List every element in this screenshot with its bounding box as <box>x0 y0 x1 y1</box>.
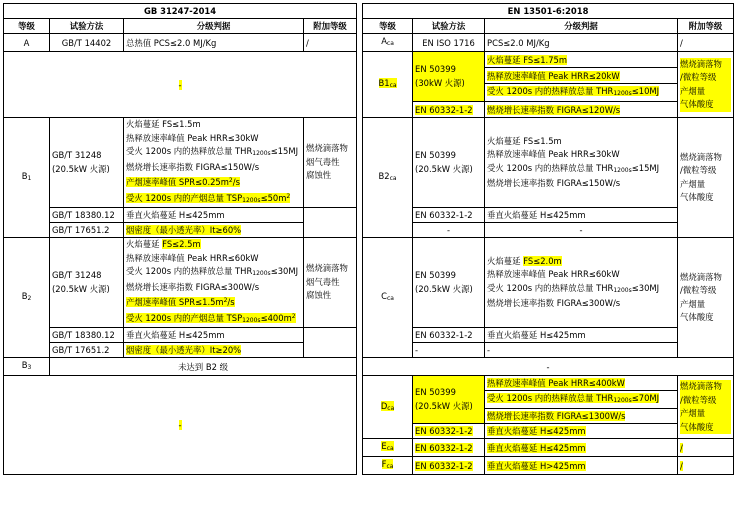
grade-b2ca: B2ca <box>363 118 413 238</box>
col-header-method-en: 试验方法 <box>413 19 485 34</box>
method-a: GB/T 14402 <box>50 34 124 52</box>
col-header-grade: 等级 <box>4 19 50 34</box>
additional-a: / <box>304 34 357 52</box>
dca-method-2: EN 60332-1-2 <box>413 424 485 439</box>
additional-eca: / <box>678 439 734 457</box>
method-fca: EN 60332-1-2 <box>413 457 485 475</box>
b2-criteria-2: 垂直火焰蔓延 H≤425mm <box>124 328 304 343</box>
criteria-b1: 火焰蔓延 FS≤1.5m 热释放速率峰值 Peak HRR≤30kW 受火 1200s 内的热释放总量 THR1200s≤15MJ 燃烧增长速率指数 FIGRA≤150W/s 产烟速率峰值 $SPR\le 0.25m^2/s$ 受火 1200s 内的产烟总量 $TSP1200s\le 50m^2$ <box>124 118 304 208</box>
grade-a: A <box>4 34 50 52</box>
empty-dash-2: - <box>4 376 357 475</box>
dca-criteria-1: 热释放速率峰值 Peak HRR≤400kW <box>485 376 678 391</box>
b2ca-method-3: - <box>413 223 485 238</box>
b2ca-criteria-3: - <box>485 223 678 238</box>
additional-b2: 燃烧滴落物 烟气毒性 腐蚀性 <box>304 238 357 328</box>
additional-b1: 燃烧滴落物 烟气毒性 腐蚀性 <box>304 118 357 208</box>
b1ca-method-2: EN 60332-1-2 <box>413 102 485 118</box>
method-b2ca: EN 50399 (20.5kW 火源) <box>413 118 485 208</box>
grade-aca: Aca <box>363 34 413 52</box>
criteria-b2ca: 火焰蔓延 FS≤1.5m 热释放速率峰值 Peak HRR≤30kW 受火 1200s 内的热释放总量 THR1200s≤15MJ 燃烧增长速率指数 FIGRA≤150W/s <box>485 118 678 208</box>
b1-method-2: GB/T 18380.12 <box>50 208 124 223</box>
grade-eca: Eca <box>363 439 413 457</box>
dca-criteria-4: 垂直火焰蔓延 H≤425mm <box>485 424 678 439</box>
method-eca: EN 60332-1-2 <box>413 439 485 457</box>
b2-method-3: GB/T 17651.2 <box>50 343 124 358</box>
additional-aca: / <box>678 34 734 52</box>
criteria-b2: 火焰蔓延 FS≤2.5m 热释放速率峰值 Peak HRR≤60kW 受火 1200s 内的热释放总量 THR1200s≤30MJ 燃烧增长速率指数 FIGRA≤300W/s 产烟速率峰值 $SPR\le 1.5m^2/s$ 受火 1200s 内的产烟总量 $TSP1200s\le 400m^2$ <box>124 238 304 328</box>
b1ca-criteria-1: 火焰蔓延 FS≤1.75m <box>485 52 678 68</box>
b1-additional-2 <box>304 208 357 238</box>
b1ca-criteria-3: 受火 1200s 内的热释放总量 THR1200s≤10MJ <box>485 84 678 102</box>
method-aca: EN ISO 1716 <box>413 34 485 52</box>
dca-criteria-2: 受火 1200s 内的热释放总量 THR1200s≤70MJ <box>485 391 678 409</box>
col-header-additional: 附加等级 <box>304 19 357 34</box>
method-dca: EN 50399 (20.5kW 火源) <box>413 376 485 424</box>
cca-method-2: EN 60332-1-2 <box>413 328 485 343</box>
criteria-eca: 垂直火焰蔓延 H≤425mm <box>485 439 678 457</box>
method-b1ca: EN 50399 (30kW 火源) <box>413 52 485 102</box>
cca-criteria-3: - <box>485 343 678 358</box>
b2ca-method-2: EN 60332-1-2 <box>413 208 485 223</box>
grade-cca: Cca <box>363 238 413 358</box>
col-header-criteria-en: 分级判据 <box>485 19 678 34</box>
comparison-table-bottom <box>3 375 734 475</box>
col-header-additional-en: 附加等级 <box>678 19 734 34</box>
comparison-table <box>3 3 734 376</box>
grade-fca: Fca <box>363 457 413 475</box>
grade-b1ca: B1ca <box>363 52 413 118</box>
criteria-b3: 未达到 B2 级 <box>50 358 357 376</box>
cca-method-3: - <box>413 343 485 358</box>
grade-b2: B2 <box>4 238 50 358</box>
cca-criteria-2: 垂直火焰蔓延 H≤425mm <box>485 328 678 343</box>
additional-b2ca: 燃烧滴落物 /微粒等级 产烟量 气体酸度 <box>678 118 734 238</box>
additional-cca: 燃烧滴落物 /微粒等级 产烟量 气体酸度 <box>678 238 734 358</box>
b2ca-criteria-2: 垂直火焰蔓延 H≤425mm <box>485 208 678 223</box>
additional-b1ca: 燃烧滴落物 /微粒等级 产烟量 气体酸度 <box>678 52 734 118</box>
col-header-method: 试验方法 <box>50 19 124 34</box>
empty-dash-1: - <box>4 52 357 118</box>
criteria-a: 总热值 PCS≤2.0 MJ/Kg <box>124 34 304 52</box>
method-b1: GB/T 31248 (20.5kW 火源) <box>50 118 124 208</box>
additional-fca: / <box>678 457 734 475</box>
b1-criteria-3: 烟密度（最小透光率）It≥60% <box>124 223 304 238</box>
b2-additional-2 <box>304 328 357 358</box>
b1-method-3: GB/T 17651.2 <box>50 223 124 238</box>
right-dash-row: - <box>363 358 734 376</box>
b2-method-2: GB/T 18380.12 <box>50 328 124 343</box>
right-standard-title: EN 13501-6:2018 <box>363 4 734 19</box>
method-cca: EN 50399 (20.5kW 火源) <box>413 238 485 328</box>
b1-criteria-2: 垂直火焰蔓延 H≤425mm <box>124 208 304 223</box>
col-header-criteria: 分级判据 <box>124 19 304 34</box>
method-b2: GB/T 31248 (20.5kW 火源) <box>50 238 124 328</box>
col-header-grade-en: 等级 <box>363 19 413 34</box>
b2-criteria-3: 烟密度（最小透光率）It≥20% <box>124 343 304 358</box>
b1ca-criteria-2: 热释放速率峰值 Peak HRR≤20kW <box>485 68 678 84</box>
grade-dca: Dca <box>363 376 413 439</box>
additional-dca: 燃烧滴落物 /微粒等级 产烟量 气体酸度 <box>678 376 734 439</box>
criteria-fca: 垂直火焰蔓延 H>425mm <box>485 457 678 475</box>
left-standard-title: GB 31247-2014 <box>4 4 357 19</box>
b1ca-criteria-4: 燃烧增长速率指数 FIGRA≤120W/s <box>485 102 678 118</box>
criteria-aca: PCS≤2.0 MJ/Kg <box>485 34 678 52</box>
dca-criteria-3: 燃烧增长速率指数 FIGRA≤1300W/s <box>485 409 678 424</box>
grade-b3: B3 <box>4 358 50 376</box>
grade-b1: B1 <box>4 118 50 238</box>
criteria-cca: 火焰蔓延 FS≤2.0m 热释放速率峰值 Peak HRR≤60kW 受火 1200s 内的热释放总量 THR1200s≤30MJ 燃烧增长速率指数 FIGRA≤300W/s <box>485 238 678 328</box>
